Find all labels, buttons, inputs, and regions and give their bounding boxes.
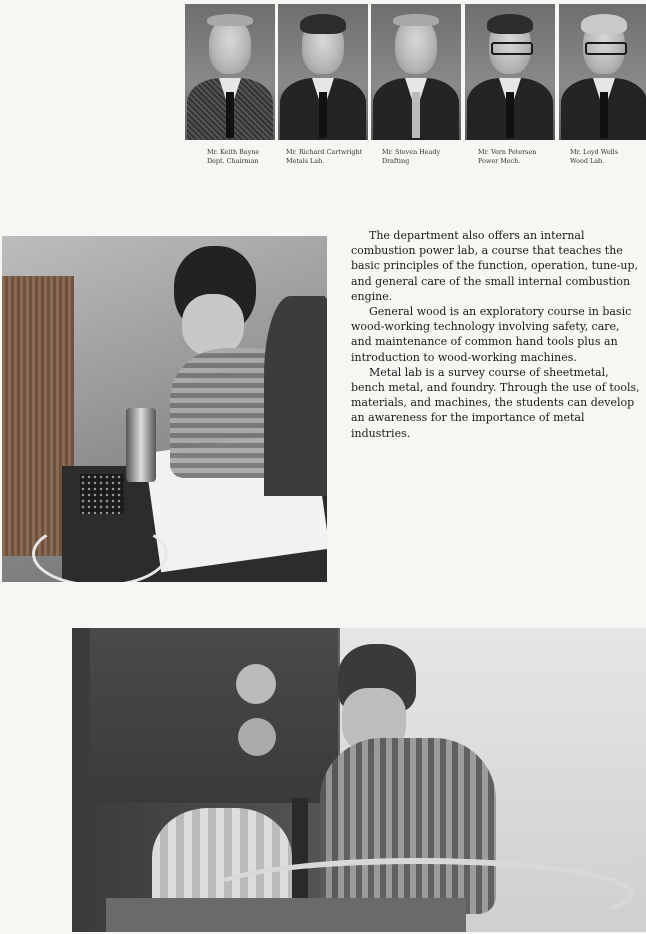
portrait-loyd-wells (559, 4, 646, 140)
pegboard-device (80, 474, 124, 514)
knob-lower (238, 718, 276, 756)
face (395, 18, 437, 74)
caption-steven-heady (382, 148, 474, 166)
tie (226, 92, 234, 138)
portrait-keith-bayne (185, 4, 275, 140)
curved-wood-piece (202, 858, 634, 930)
tie (412, 92, 420, 138)
paragraph-power-lab: The department also offers an internal combustion power lab, a course that teaches the basic principles of the function, operation, tune-up, and general care of the small internal combustion engine. (351, 229, 639, 303)
portrait-vern-petersen (465, 4, 555, 140)
caption-name: Mr. Keith Bayne (207, 148, 260, 156)
student-face (182, 294, 244, 356)
hair (300, 14, 346, 34)
caption-vern-petersen (478, 148, 570, 166)
caption-role: Drafting (382, 157, 410, 165)
hair (581, 14, 627, 34)
knob-upper (236, 664, 276, 704)
cables (32, 521, 168, 582)
drafting-student-photo (2, 236, 327, 582)
caption-name: Mr. Steven Heady (382, 148, 441, 156)
glasses (491, 42, 533, 55)
tie (506, 92, 514, 138)
paragraph-general-wood: General wood is an exploratory course in basic wood-working technology involving safety, care, and maintenance of common hand tools plus an introduction to wood-working machines. (351, 305, 632, 364)
caption-name: Mr. Richard Cartwright (286, 148, 363, 156)
caption-richard-cartwright (286, 148, 378, 166)
tie (600, 92, 608, 138)
bandsaw-housing (90, 628, 338, 803)
department-description (351, 228, 641, 441)
bandsaw-student-photo (72, 628, 646, 932)
second-student (264, 296, 327, 496)
face (209, 18, 251, 74)
hair (487, 14, 533, 34)
caption-name: Mr. Vern Petersen (478, 148, 537, 156)
hair (393, 14, 439, 26)
caption-role: Wood Lab. (570, 157, 605, 165)
can (126, 408, 156, 482)
caption-role: Metals Lab. (286, 157, 325, 165)
caption-name: Mr. Loyd Wells (570, 148, 618, 156)
caption-role: Dept. Chairman (207, 157, 259, 165)
portrait-richard-cartwright (278, 4, 368, 140)
glasses (585, 42, 627, 55)
caption-loyd-wells (570, 148, 640, 166)
hair (207, 14, 253, 26)
caption-role: Power Mech. (478, 157, 521, 165)
paragraph-metal-lab: Metal lab is a survey course of sheetmetal, bench metal, and foundry. Through the use of tools, materials, and machines, the students can develop an awareness for the importance of metal industries. (351, 365, 640, 440)
tie (319, 92, 327, 138)
portrait-steven-heady (371, 4, 461, 140)
